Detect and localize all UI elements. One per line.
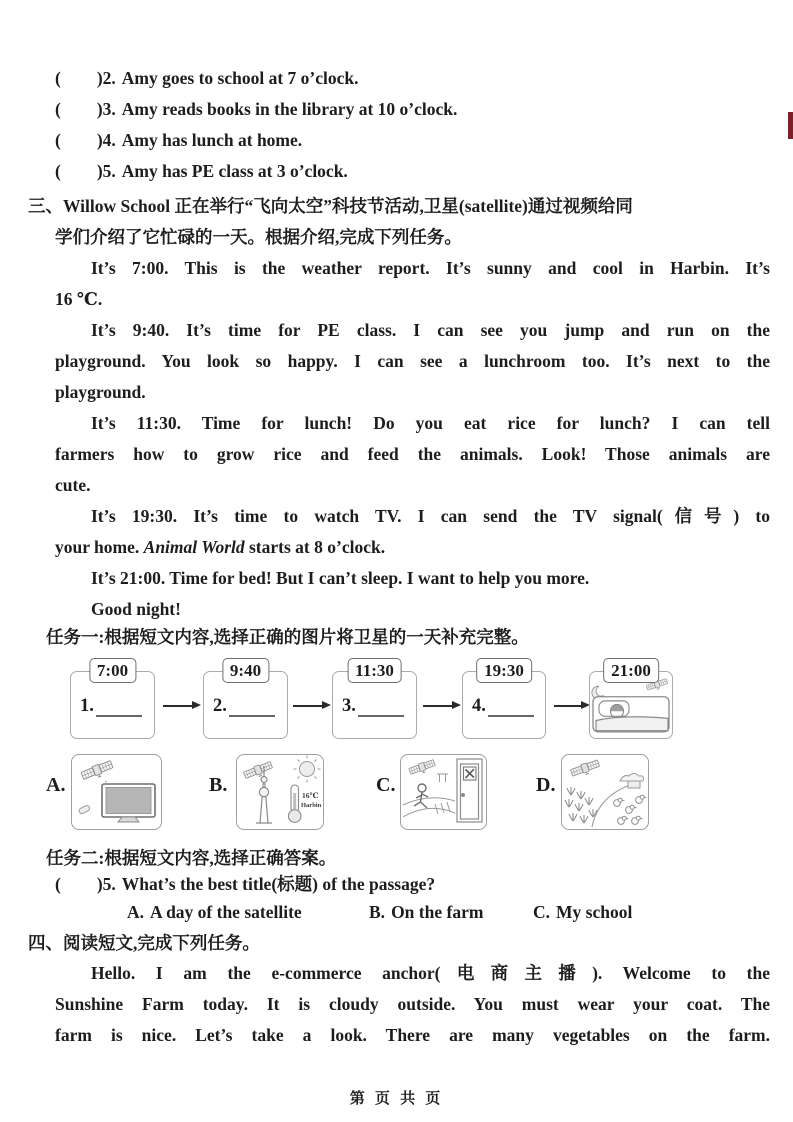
animals-icon bbox=[614, 795, 647, 824]
slot-number: 2. bbox=[213, 696, 227, 716]
passage-line: Sunshine Farm today. It is cloudy outside. You must wear your coat. The bbox=[55, 994, 770, 1014]
running-boy-icon bbox=[414, 784, 428, 808]
satellite-icon bbox=[570, 759, 601, 779]
time-tab: 21:00 bbox=[603, 658, 659, 683]
item-2 bbox=[55, 63, 457, 94]
farm-passage bbox=[55, 958, 770, 1051]
choice-b: B. On the farm bbox=[369, 902, 484, 922]
section3-heading-line2: 学们介绍了它忙碌的一天。根据介绍,完成下列任务。 bbox=[55, 227, 462, 247]
running-track bbox=[403, 798, 455, 817]
passage-line: playground. bbox=[55, 382, 146, 402]
satellite-icon bbox=[408, 759, 436, 777]
timeline-slot-4 bbox=[462, 655, 546, 747]
time-tab: 9:40 bbox=[222, 658, 269, 683]
timeline-slot-5 bbox=[589, 655, 673, 747]
answer-blank bbox=[96, 694, 142, 717]
option-a-label: A. bbox=[46, 774, 66, 796]
blanket bbox=[596, 717, 668, 731]
thermometer-icon bbox=[288, 785, 301, 822]
rice-field-icon bbox=[565, 787, 597, 823]
passage-line: It’s 21:00. Time for bed! But I can’t sleep. I want to help you more. bbox=[91, 568, 590, 588]
signal-capsule bbox=[78, 805, 90, 815]
answer-paren-open: ( bbox=[55, 130, 61, 150]
option-d-label: D. bbox=[536, 774, 556, 796]
section3-heading bbox=[28, 191, 770, 253]
time-tab: 7:00 bbox=[89, 658, 136, 683]
tv-icon bbox=[102, 784, 155, 822]
sun-icon bbox=[294, 756, 321, 783]
answer-paren-close: )2. bbox=[96, 68, 116, 88]
passage-line: Hello. I am the e-commerce anchor(电商主播). Welcome to the bbox=[91, 963, 770, 983]
passage-line: farmers how to grow rice and feed the animals. Look! Those animals are bbox=[55, 444, 770, 464]
item-text: Amy has lunch at home. bbox=[121, 130, 303, 150]
timeline-slot-2 bbox=[203, 655, 288, 747]
picture-options-row bbox=[0, 750, 793, 842]
answer-blank bbox=[358, 694, 404, 717]
thermometer-temp: 16℃ bbox=[302, 791, 319, 800]
section3-heading-line1: 三、Willow School 正在举行“飞向太空”科技节活动,卫星(satellite)通过视频给同 bbox=[28, 196, 633, 216]
utensils-sign-icon bbox=[464, 767, 477, 780]
answer-paren-open: ( bbox=[55, 874, 61, 894]
item-3 bbox=[55, 94, 457, 125]
satellite-icon bbox=[81, 760, 115, 783]
task2-instruction: 任务二:根据短文内容,选择正确答案。 bbox=[46, 848, 337, 868]
passage-line: your home. Animal World starts at 8 o’clock. bbox=[55, 537, 386, 557]
passage-line: It’s 7:00. This is the weather report. It’s sunny and cool in Harbin. It’s bbox=[91, 258, 770, 278]
item-text: Amy goes to school at 7 o’clock. bbox=[121, 68, 359, 88]
true-false-items bbox=[55, 63, 457, 187]
option-c-image bbox=[400, 754, 487, 830]
scan-mark bbox=[788, 112, 793, 139]
passage-line: It’s 19:30. It’s time to watch TV. I can send the TV signal(信号) to bbox=[91, 506, 770, 526]
passage-line: playground. You look so happy. I can see a lunchroom too. It’s next to the bbox=[55, 351, 770, 371]
slot-number: 4. bbox=[472, 696, 486, 716]
satellite-passage bbox=[55, 253, 770, 625]
thermometer-city: Harbin bbox=[301, 802, 322, 809]
tv-show-title: Animal World bbox=[143, 537, 245, 557]
item-text: Amy has PE class at 3 o’clock. bbox=[121, 161, 348, 181]
slot-number: 1. bbox=[80, 696, 94, 716]
time-tab: 19:30 bbox=[476, 658, 532, 683]
timeline-slot-1 bbox=[70, 655, 155, 747]
answer-paren-close: )3. bbox=[96, 99, 116, 119]
page-footer-text: 第 页 共 页 bbox=[349, 1090, 444, 1107]
timeline-slot-3 bbox=[332, 655, 417, 747]
bushes bbox=[620, 774, 644, 789]
arrow-right-icon bbox=[554, 705, 582, 707]
question-5 bbox=[55, 869, 435, 900]
arrow-right-icon bbox=[423, 705, 453, 707]
goal-stand bbox=[437, 774, 448, 782]
arrow-right-icon bbox=[163, 705, 193, 707]
item-text: Amy reads books in the library at 10 o’clock. bbox=[121, 99, 458, 119]
satellite-day-timeline bbox=[0, 655, 793, 747]
item-4 bbox=[55, 125, 457, 156]
answer-paren-open: ( bbox=[55, 99, 61, 119]
passage-line: 16 ℃. bbox=[55, 289, 103, 309]
answer-paren-open: ( bbox=[55, 161, 61, 181]
choice-a: A. A day of the satellite bbox=[127, 902, 302, 922]
answer-paren-close: )5. bbox=[96, 874, 116, 894]
satellite-icon bbox=[243, 761, 274, 782]
question-text: What’s the best title(标题) of the passage? bbox=[121, 874, 436, 894]
section4-heading: 四、阅读短文,完成下列任务。 bbox=[28, 933, 260, 953]
answer-paren-open: ( bbox=[55, 68, 61, 88]
option-c-label: C. bbox=[376, 774, 396, 796]
answer-paren-close: )4. bbox=[96, 130, 116, 150]
answer-blank bbox=[488, 694, 534, 717]
answer-choices-row bbox=[0, 897, 793, 928]
option-b-image bbox=[236, 754, 324, 830]
arrow-right-icon bbox=[293, 705, 323, 707]
option-d-image bbox=[561, 754, 649, 830]
task1-instruction: 任务一:根据短文内容,选择正确的图片将卫星的一天补充完整。 bbox=[46, 627, 529, 647]
option-b-label: B. bbox=[209, 774, 228, 796]
item-5 bbox=[55, 156, 457, 187]
option-a-image bbox=[71, 754, 162, 830]
passage-line: It’s 11:30. Time for lunch! Do you eat rice for lunch? I can tell bbox=[91, 413, 770, 433]
passage-line: cute. bbox=[55, 475, 91, 495]
time-tab: 11:30 bbox=[347, 658, 402, 683]
answer-blank bbox=[229, 694, 275, 717]
page-footer bbox=[0, 1087, 793, 1108]
choice-c: C. My school bbox=[533, 902, 633, 922]
answer-paren-close: )5. bbox=[96, 161, 116, 181]
passage-line: Good night! bbox=[91, 599, 181, 619]
passage-line: farm is nice. Let’s take a look. There are many vegetables on the farm. bbox=[55, 1025, 770, 1045]
slot-number: 3. bbox=[342, 696, 356, 716]
passage-line: It’s 9:40. It’s time for PE class. I can see you jump and run on the bbox=[91, 320, 770, 340]
